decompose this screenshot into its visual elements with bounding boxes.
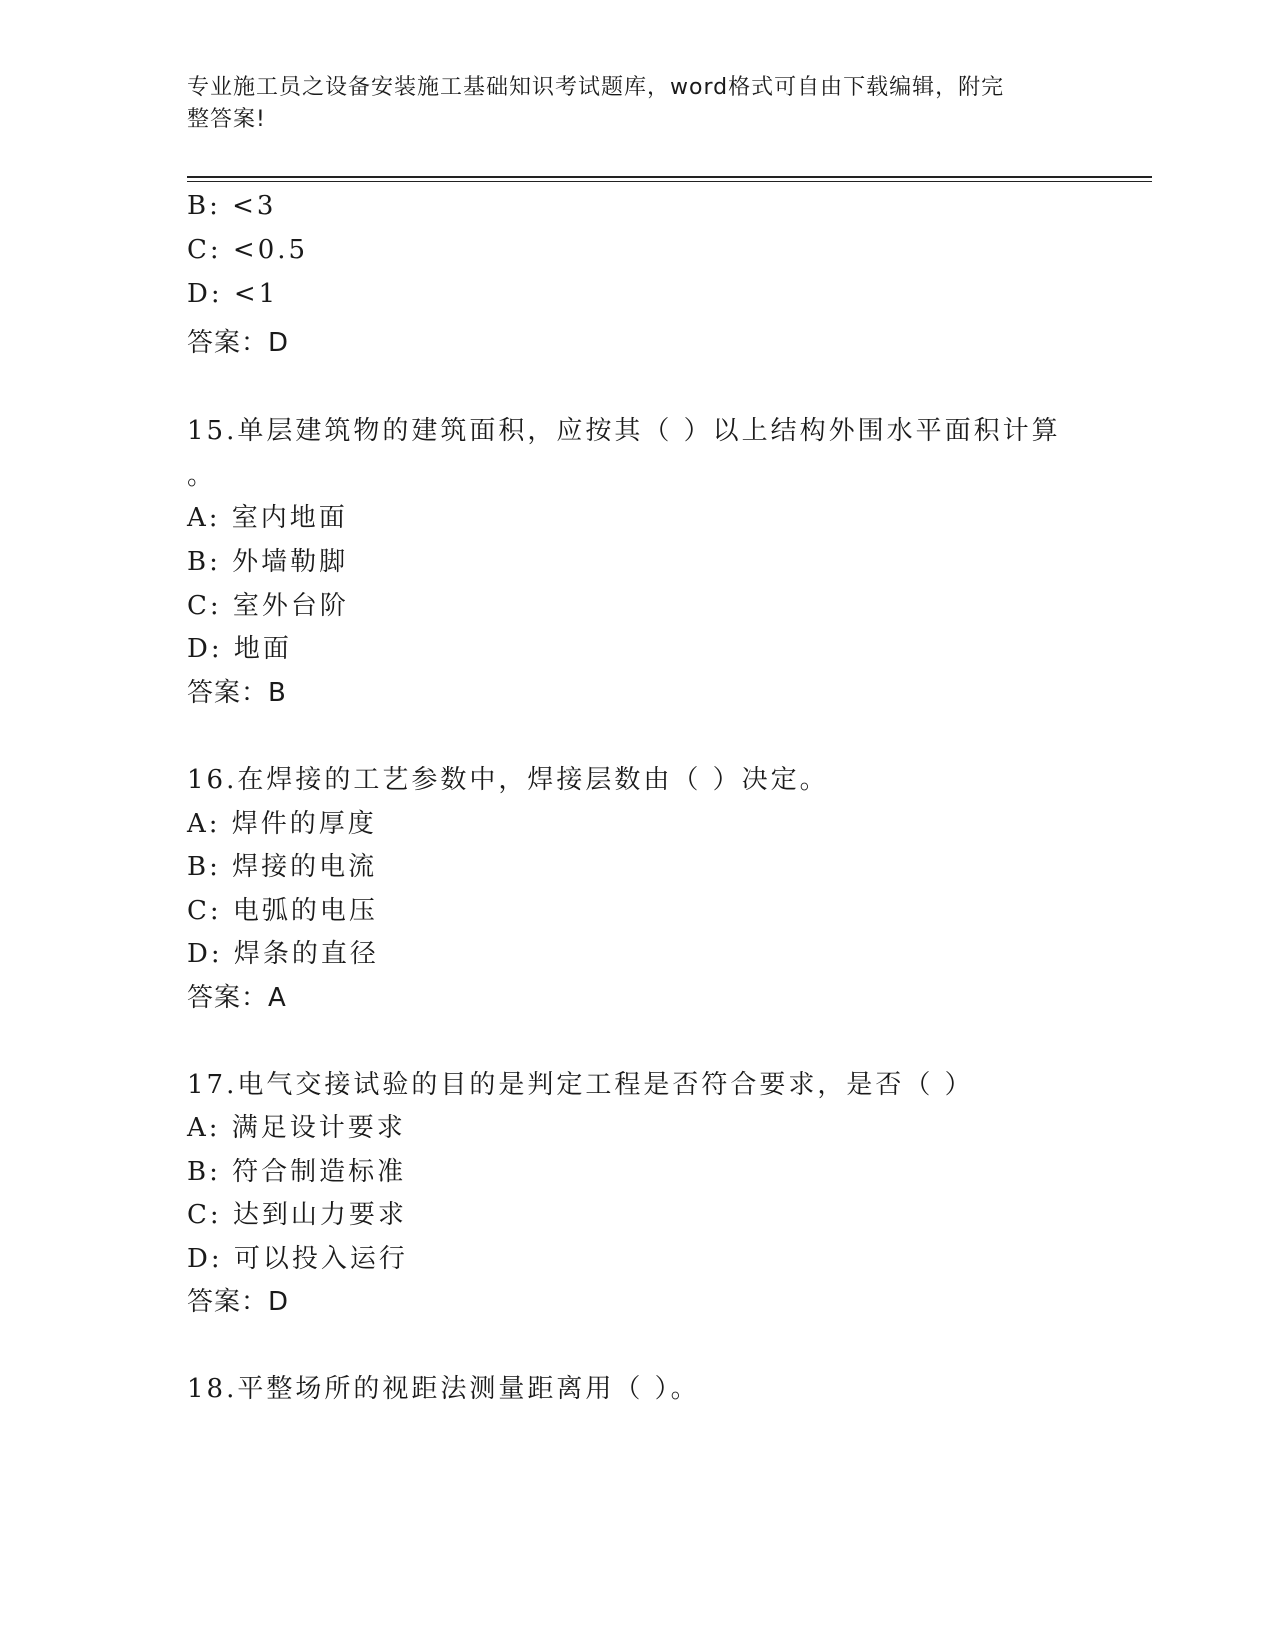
q16-option-b: B: 焊接的电流	[187, 852, 378, 882]
q17-option-c: C: 达到山力要求	[187, 1200, 407, 1230]
q14-option-b: B: <3	[187, 191, 277, 221]
q15-option-b: B: 外墙勒脚	[187, 547, 349, 577]
header-divider-thick	[187, 176, 1152, 178]
q14-option-c: C: <0.5	[187, 235, 309, 265]
q15-option-c: C: 室外台阶	[187, 591, 349, 621]
q16-option-d: D: 焊条的直径	[187, 939, 379, 969]
q16-answer: 答案：A	[187, 983, 287, 1013]
q17-question: 17.电气交接试验的目的是判定工程是否符合要求，是否（ ）	[187, 1070, 974, 1100]
q16-option-c: C: 电弧的电压	[187, 896, 378, 926]
q17-option-d: D: 可以投入运行	[187, 1244, 408, 1274]
q17-option-a: A: 满足设计要求	[187, 1113, 406, 1143]
q16-question: 16.在焊接的工艺参数中，焊接层数由（ ）决定。	[187, 765, 829, 795]
q15-option-a: A: 室内地面	[187, 503, 348, 533]
header-divider-thin	[187, 181, 1152, 182]
q15-option-d: D: 地面	[187, 634, 292, 664]
document-header	[187, 72, 1067, 136]
header-line-2: 整答案!	[187, 107, 266, 132]
header-line-1: 专业施工员之设备安装施工基础知识考试题库，word格式可自由下载编辑，附完	[187, 75, 1005, 100]
q14-option-d: D: <1	[187, 279, 279, 309]
q14-answer: 答案：D	[187, 328, 290, 358]
q18-question: 18.平整场所的视距法测量距离用（ ）。	[187, 1374, 700, 1404]
q17-option-b: B: 符合制造标准	[187, 1157, 407, 1187]
q16-option-a: A: 焊件的厚度	[187, 809, 377, 839]
q15-answer: 答案：B	[187, 678, 287, 708]
q15-question: 15.单层建筑物的建筑面积，应按其（ ）以上结构外围水平面积计算	[187, 416, 1061, 446]
q15-question-continued: 。	[187, 461, 217, 491]
q17-answer: 答案：D	[187, 1287, 290, 1317]
